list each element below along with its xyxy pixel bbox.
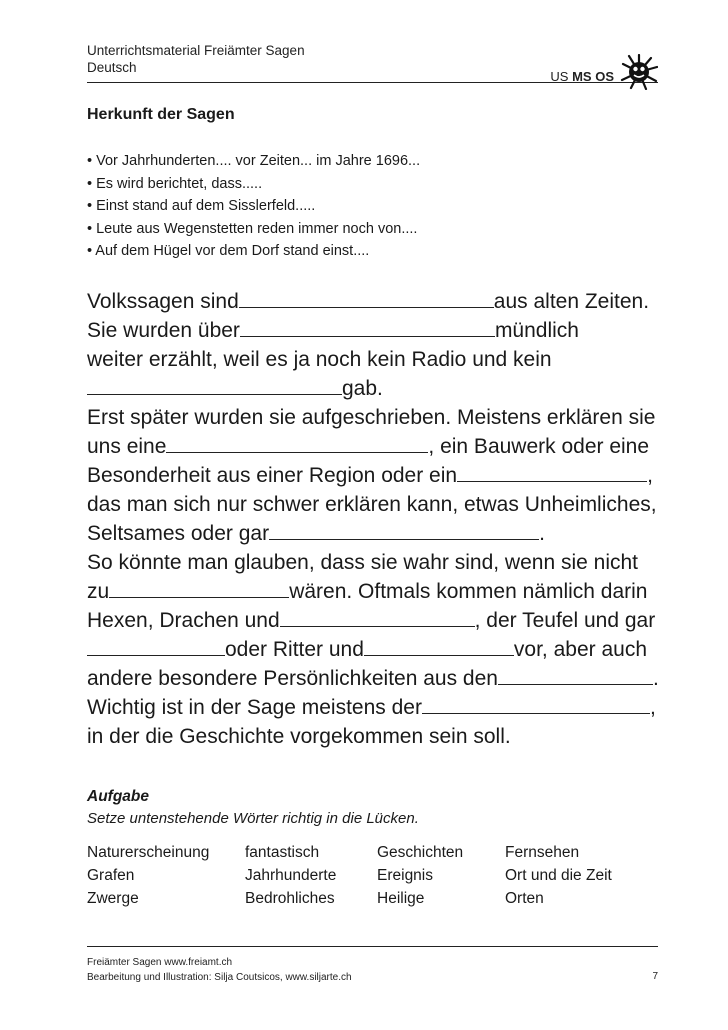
header-brand	[550, 54, 658, 90]
word-item: Ort und die Zeit	[505, 867, 612, 884]
word-item: Orten	[505, 890, 544, 907]
cloze-line	[87, 519, 667, 548]
text-segment: zu	[87, 580, 110, 603]
list-item: • Leute aus Wegenstetten reden immer noch von....	[87, 220, 418, 237]
brand-label	[550, 69, 614, 84]
blank-field[interactable]	[240, 316, 495, 337]
text-segment: das man sich nur schwer erklären kann, etwas Unheimliches,	[87, 493, 657, 516]
text-segment: Sie wurden über	[87, 319, 240, 342]
brand-bold: MS OS	[572, 69, 614, 84]
list-item: • Vor Jahrhunderten.... vor Zeiten... im Jahre 1696...	[87, 153, 421, 169]
blank-field[interactable]	[269, 519, 539, 540]
list-item: • Auf dem Hügel vor dem Dorf stand einst....	[87, 243, 370, 259]
text-segment: .	[652, 667, 659, 690]
word-bank-column	[87, 841, 209, 910]
word-item: Geschichten	[377, 844, 464, 861]
text-segment: weiter erzählt, weil es ja noch kein Radio und kein	[87, 348, 552, 371]
text-segment: , der Teufel und gar	[474, 609, 656, 632]
task-heading: Aufgabe	[87, 788, 149, 805]
example-openings-list	[87, 150, 420, 263]
blank-field[interactable]	[280, 606, 475, 627]
blank-field[interactable]	[498, 664, 653, 685]
cloze-line	[87, 664, 667, 693]
text-segment: mündlich	[494, 319, 579, 342]
cloze-text	[87, 287, 667, 751]
blank-field[interactable]	[239, 287, 494, 308]
text-segment: uns eine	[87, 435, 167, 458]
text-segment: Hexen, Drachen und	[87, 609, 280, 632]
text-segment: andere besondere Persönlichkeiten aus den	[87, 667, 498, 690]
text-segment: Wichtig ist in der Sage meistens der	[87, 696, 422, 719]
word-item: Bedrohliches	[245, 890, 335, 907]
cloze-line	[87, 374, 667, 403]
cloze-line	[87, 316, 667, 345]
footer-credits: Bearbeitung und Illustration: Silja Coutsicos, www.siljarte.ch	[87, 972, 352, 983]
word-item: Ereignis	[377, 867, 433, 884]
page-header	[87, 42, 658, 83]
cloze-line	[87, 577, 667, 606]
cloze-line	[87, 403, 667, 432]
text-segment: wären. Oftmals kommen nämlich darin	[289, 580, 648, 603]
blank-field[interactable]	[457, 461, 647, 482]
brand-prefix: US	[550, 69, 569, 84]
cloze-line	[87, 432, 667, 461]
page-footer	[87, 946, 658, 985]
blank-field[interactable]	[87, 635, 225, 656]
text-segment: ,	[649, 696, 656, 719]
text-segment: aus alten Zeiten.	[493, 290, 650, 313]
list-item: • Einst stand auf dem Sisslerfeld.....	[87, 198, 316, 214]
footer-source: Freiämter Sagen www.freiamt.ch	[87, 957, 233, 968]
cloze-line	[87, 548, 667, 577]
cloze-line	[87, 490, 667, 519]
cloze-line	[87, 635, 667, 664]
blank-field[interactable]	[422, 693, 650, 714]
text-segment: in der die Geschichte vorgekommen sein soll.	[87, 725, 511, 748]
header-subject-title: Unterrichtsmaterial Freiämter Sagen	[87, 43, 305, 58]
page-number: 7	[652, 971, 658, 982]
blank-field[interactable]	[109, 577, 289, 598]
word-item: Jahrhunderte	[245, 867, 337, 884]
word-item: Heilige	[377, 890, 425, 907]
word-item: fantastisch	[245, 844, 320, 861]
text-segment: So könnte man glauben, dass sie wahr sind, wenn sie nicht	[87, 551, 638, 574]
blank-field[interactable]	[364, 635, 514, 656]
text-segment: .	[539, 522, 545, 545]
page-title: Herkunft der Sagen	[87, 106, 235, 123]
word-bank-column	[377, 841, 463, 910]
blank-field[interactable]	[87, 374, 342, 395]
text-segment: Besonderheit aus einer Region oder ein	[87, 464, 458, 487]
word-bank-column	[245, 841, 336, 910]
text-segment: oder Ritter und	[225, 638, 364, 661]
list-item: • Es wird berichtet, dass.....	[87, 175, 263, 192]
sun-face-icon	[620, 54, 658, 90]
text-segment: Erst später wurden sie aufgeschrieben. Meistens erklären sie	[87, 406, 656, 429]
text-segment: Volkssagen sind	[87, 290, 239, 313]
word-bank-column	[505, 841, 612, 910]
cloze-line	[87, 606, 667, 635]
text-segment: gab.	[342, 377, 383, 400]
word-item: Grafen	[87, 867, 135, 884]
header-subject: Deutsch	[87, 60, 137, 75]
cloze-line	[87, 461, 667, 490]
cloze-line	[87, 693, 667, 722]
blank-field[interactable]	[166, 432, 428, 453]
cloze-line	[87, 722, 667, 751]
text-segment: ,	[647, 464, 653, 487]
word-item: Naturerscheinung	[87, 844, 210, 861]
cloze-line	[87, 287, 667, 316]
word-item: Zwerge	[87, 890, 139, 907]
task-instruction: Setze untenstehende Wörter richtig in die Lücken.	[87, 810, 419, 827]
text-segment: vor, aber auch	[513, 638, 648, 661]
text-segment: Seltsames oder gar	[87, 522, 270, 545]
word-item: Fernsehen	[505, 844, 580, 861]
cloze-line	[87, 345, 667, 374]
text-segment: , ein Bauwerk oder eine	[428, 435, 650, 458]
task-block	[87, 786, 419, 830]
